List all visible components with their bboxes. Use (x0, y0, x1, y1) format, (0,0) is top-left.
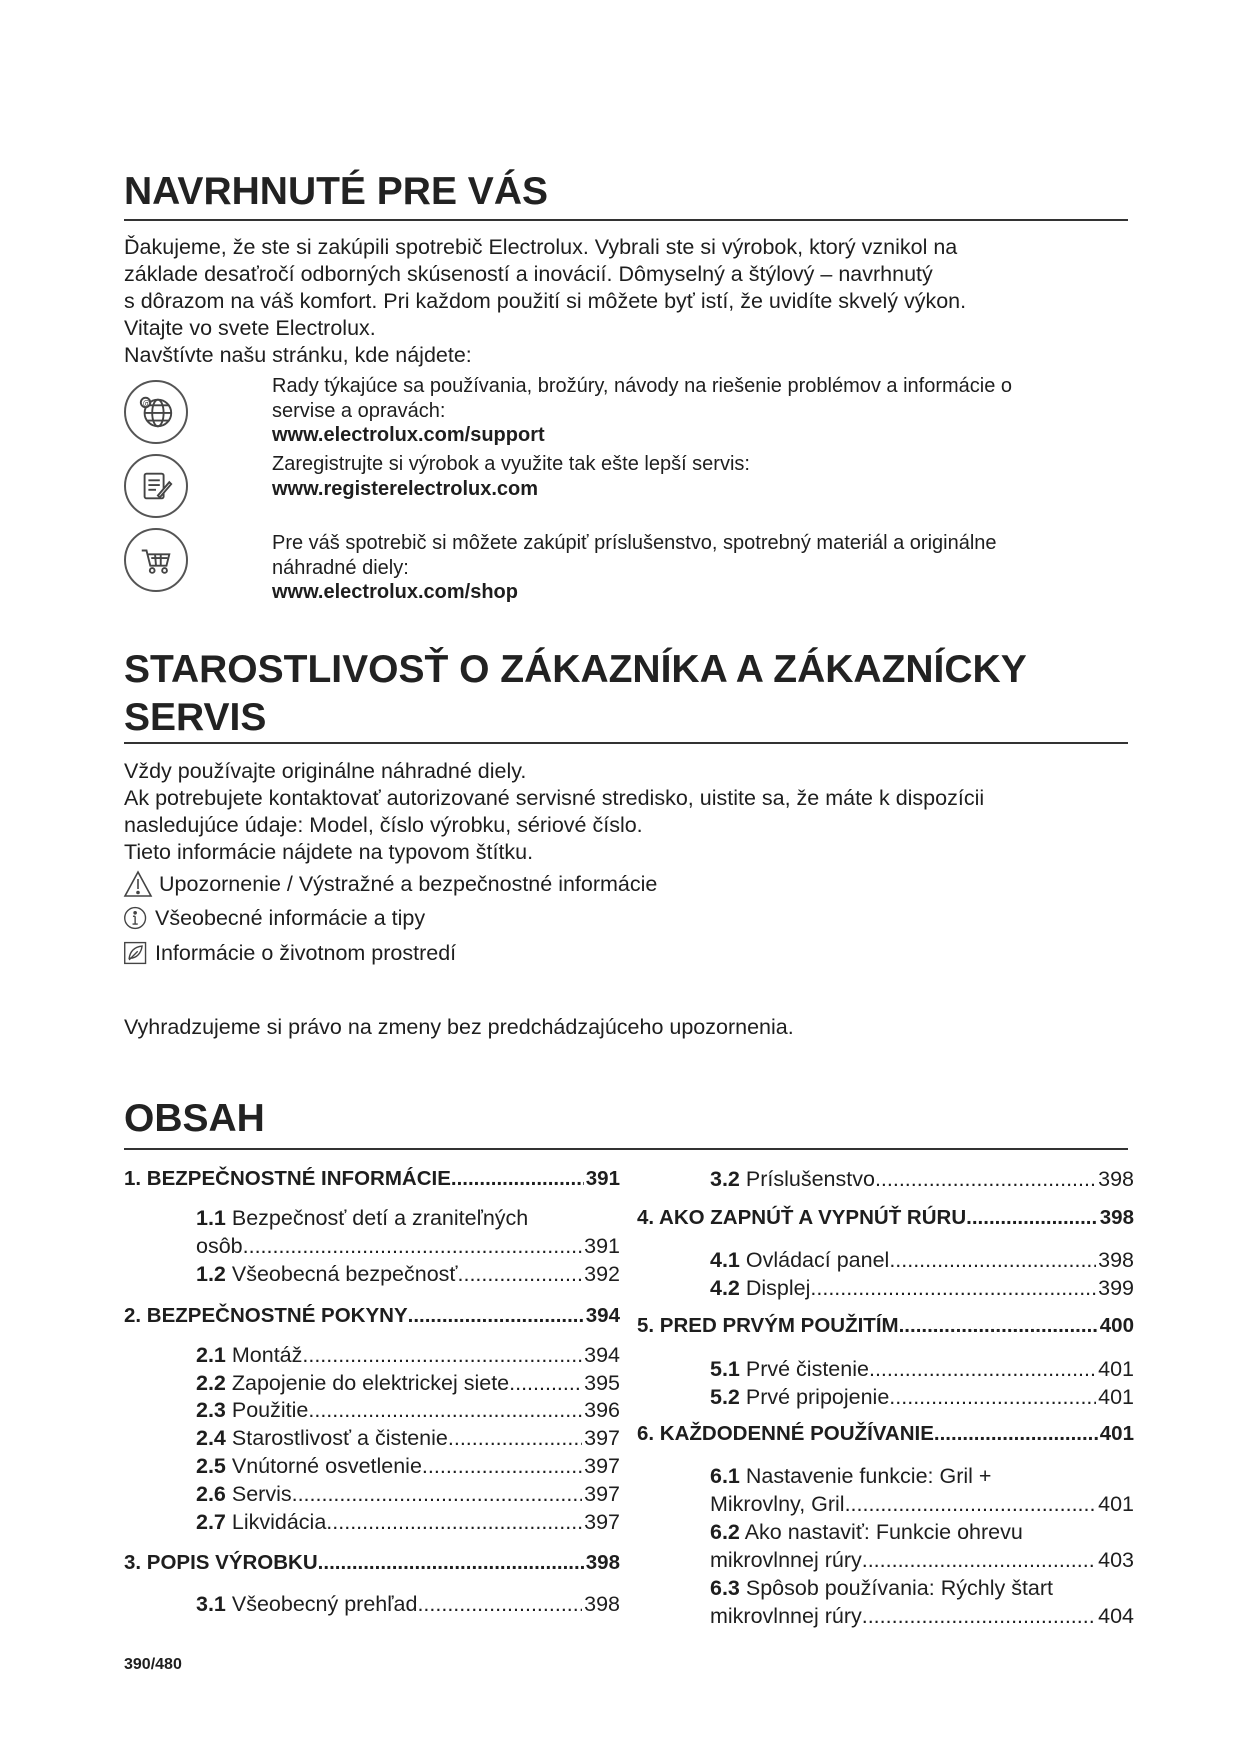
warning-text: Upozornenie / Výstražné a bezpečnostné informácie (159, 872, 658, 896)
title-rule (124, 1148, 1128, 1150)
toc-entry[interactable]: 5.1 Prvé čistenie ..... 401 (710, 1355, 1134, 1383)
section-title-designed-for-you: NAVRHNUTÉ PRE VÁS (124, 170, 548, 213)
toc-entry[interactable]: 6.3 Spôsob používania: Rýchly štart (710, 1576, 1054, 1600)
title-line: SERVIS (124, 696, 267, 739)
toc-entry[interactable]: 2.4 Starostlivosť a čistenie ..... 397 (196, 1424, 620, 1452)
intro-line: Navštívte našu stránku, kde nájdete: (124, 343, 472, 367)
care-line: Tieto informácie nájdete na typovom štítku. (124, 840, 534, 864)
care-line: Ak potrebujete kontaktovať autorizované servisné stredisko, uistite sa, že máte k dispozícii (124, 786, 985, 810)
environment-row (123, 939, 456, 967)
title-rule (124, 742, 1128, 744)
intro-line: Ďakujeme, že ste si zakúpili spotrebič Electrolux. Vybrali ste si výrobok, ktorý vznikol na (124, 235, 958, 259)
care-line: Vždy používajte originálne náhradné diely. (124, 759, 527, 783)
toc-entry[interactable]: 4.1 Ovládací panel ..... 398 (710, 1246, 1134, 1274)
globe-icon (124, 380, 188, 444)
environment-text: Informácie o životnom prostredí (155, 941, 457, 965)
register-text: Zaregistrujte si výrobok a využite tak ešte lepší servis: (272, 453, 750, 475)
toc-entry[interactable]: osôb ..... 391 (196, 1232, 620, 1260)
toc-entry[interactable]: 6.1 Nastavenie funkcie: Gril + (710, 1464, 992, 1488)
register-item (272, 452, 1132, 501)
info-row (123, 904, 425, 932)
intro-line: základe desaťročí odborných skúseností a inovácií. Dômyselný a štýlový – navrhnutý (124, 262, 933, 286)
toc-title: OBSAH (124, 1097, 265, 1140)
care-paragraph (124, 758, 1124, 866)
care-line: nasledujúce údaje: Model, číslo výrobku, sériové číslo. (124, 813, 643, 837)
intro-line: s dôrazom na váš komfort. Pri každom použití si môžete byť istí, že uvidíte skvelý výkon. (124, 289, 967, 313)
register-icon (124, 454, 188, 518)
toc-entry[interactable]: 4. AKO ZAPNÚŤ A VYPNÚŤ RÚRU ..... 398 (637, 1204, 1134, 1232)
shop-link[interactable]: www.electrolux.com/shop (272, 581, 518, 603)
support-link[interactable]: www.electrolux.com/support (272, 424, 545, 446)
warning-row (123, 870, 657, 898)
info-icon (123, 904, 149, 932)
toc-entry[interactable]: 1.1 Bezpečnosť detí a zraniteľných (196, 1206, 529, 1230)
warning-icon (123, 870, 153, 898)
toc-entry[interactable]: 2.7 Likvidácia ..... 397 (196, 1508, 620, 1536)
svg-text:@: @ (142, 398, 151, 408)
cart-icon (124, 528, 188, 592)
toc-entry[interactable]: 2.5 Vnútorné osvetlenie ..... 397 (196, 1452, 620, 1480)
title-line: STAROSTLIVOSŤ O ZÁKAZNÍKA A ZÁKAZNÍCKY (124, 648, 1027, 691)
toc-entry[interactable]: 1. BEZPEČNOSTNÉ INFORMÁCIE ..... 391 (124, 1165, 620, 1193)
toc-entry[interactable]: 2.6 Servis ..... 397 (196, 1480, 620, 1508)
toc-entry[interactable]: mikrovlnnej rúry ..... 403 (710, 1546, 1134, 1574)
toc-entry[interactable]: 2.1 Montáž ..... 394 (196, 1341, 620, 1369)
toc-entry[interactable]: 1.2 Všeobecná bezpečnosť ..... 392 (196, 1260, 620, 1288)
toc-entry[interactable]: 4.2 Displej ..... 399 (710, 1274, 1134, 1302)
toc-entry[interactable]: 3.2 Príslušenstvo ..... 398 (710, 1165, 1134, 1193)
toc-entry[interactable]: 6. KAŽDODENNÉ POUŽÍVANIE ..... 401 (637, 1420, 1134, 1448)
shop-item (272, 531, 1132, 605)
toc-entry[interactable]: 3. POPIS VÝROBKU ..... 398 (124, 1549, 620, 1577)
shop-text: Pre váš spotrebič si môžete zakúpiť príslušenstvo, spotrebný materiál a originálne (272, 532, 997, 554)
toc-entry[interactable]: 5. PRED PRVÝM POUŽITÍM ..... 400 (637, 1312, 1134, 1340)
toc-entry[interactable]: 2. BEZPEČNOSTNÉ POKYNY ..... 394 (124, 1302, 620, 1330)
toc-entry[interactable]: 2.3 Použitie ..... 396 (196, 1396, 620, 1424)
support-text: servise a opravách: (272, 399, 446, 422)
toc-entry[interactable]: mikrovlnnej rúry ..... 404 (710, 1602, 1134, 1630)
toc-entry[interactable]: 2.2 Zapojenie do elektrickej siete ..... 395 (196, 1369, 620, 1397)
section-title-customer-care (124, 646, 1124, 742)
toc-entry[interactable]: 3.1 Všeobecný prehľad ..... 398 (196, 1590, 620, 1618)
toc-entry[interactable]: Mikrovlny, Gril ..... 401 (710, 1490, 1134, 1518)
rights-note: Vyhradzujeme si právo na zmeny bez predchádzajúceho upozornenia. (124, 1015, 794, 1039)
title-rule (124, 219, 1128, 221)
environment-icon (123, 939, 149, 967)
page-number: 390/480 (124, 1656, 182, 1673)
support-item (272, 374, 1132, 448)
shop-text: náhradné diely: (272, 556, 409, 579)
toc-entry[interactable]: 6.2 Ako nastaviť: Funkcie ohrevu (710, 1520, 1023, 1544)
register-link[interactable]: www.registerelectrolux.com (272, 477, 539, 500)
intro-line: Vitajte vo svete Electrolux. (124, 316, 376, 340)
support-text: Rady týkajúce sa používania, brožúry, návody na riešenie problémov a informácie o (272, 375, 1013, 397)
toc-entry[interactable]: 5.2 Prvé pripojenie ..... 401 (710, 1383, 1134, 1411)
info-text: Všeobecné informácie a tipy (155, 906, 426, 930)
intro-paragraph (124, 234, 1124, 369)
